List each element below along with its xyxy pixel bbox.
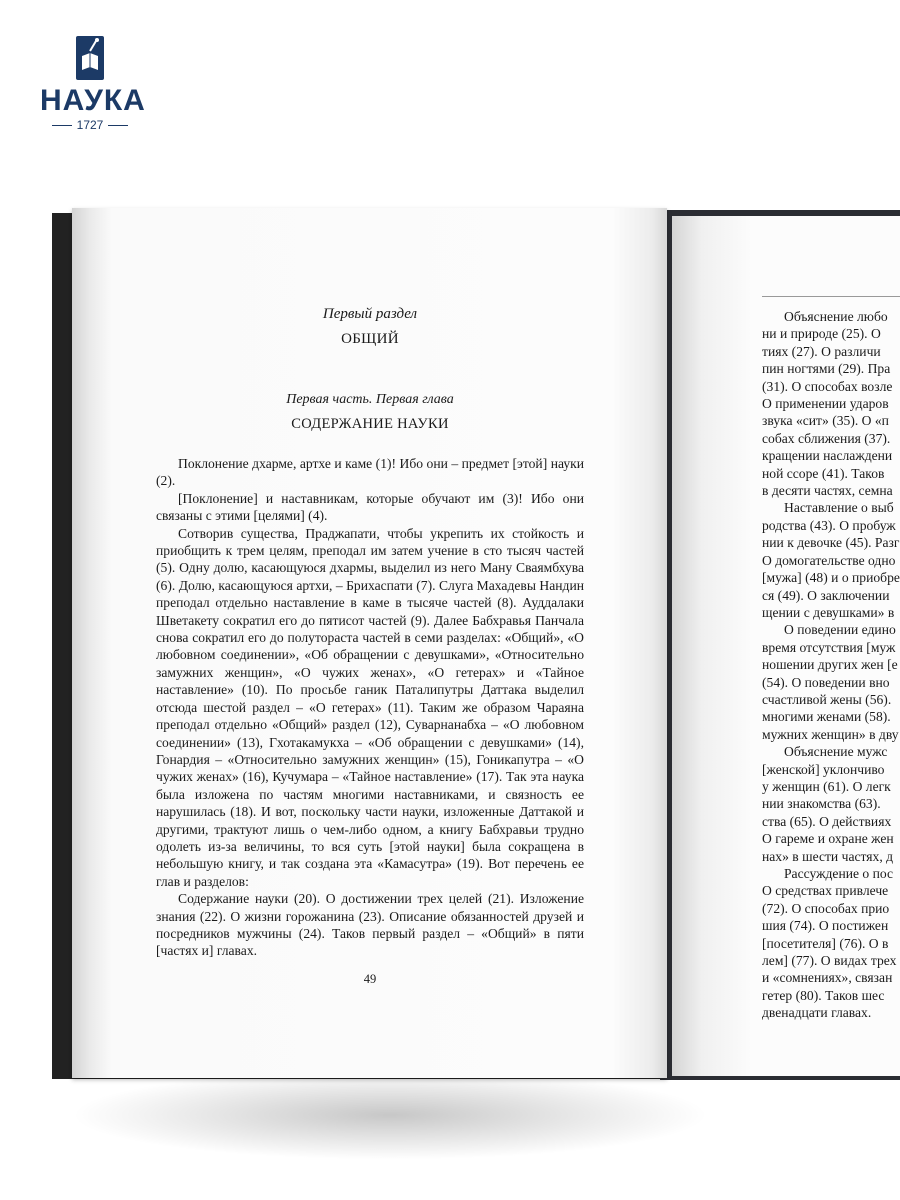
right-page-line: шия (74). О постижен (762, 918, 889, 934)
right-page-line: [женской] уклончиво (762, 761, 885, 777)
chapter-label: Первая часть. Первая глава (286, 392, 454, 407)
chapter-title: СОДЕРЖАНИЕ НАУКИ (291, 416, 449, 432)
right-page-line: и «сомнениях», связан (762, 970, 893, 986)
right-page-line: ни и природе (25). О (762, 326, 881, 342)
right-page-line: [посетителя] (76). О в (762, 935, 889, 951)
right-page-line: О применении ударов (762, 396, 889, 412)
right-page-line: (54). О поведении вно (762, 674, 890, 690)
publisher-name: НАУКА (40, 84, 146, 117)
page-number: 49 (363, 971, 377, 986)
right-page-text (762, 308, 900, 1022)
left-page-content (156, 306, 584, 987)
section-title: ОБЩИЙ (341, 331, 399, 347)
right-page-line: нии к девочке (45). Разг (762, 535, 900, 551)
right-page-line: многими женами (58). (762, 709, 891, 725)
book-shadow (70, 1070, 710, 1160)
right-page-line: Объяснение мужс (784, 744, 888, 760)
right-page-line: время отсутствия [муж (762, 639, 896, 655)
right-page-line: мужних женщин» в дву (762, 726, 899, 742)
year-rule-left (52, 125, 72, 126)
paragraph-4: Содержание науки (20). О достижении трех целей (21). Изложение знания (22). О жизни горожанина (23). Описание обязанностей друзей и посредников мужчины (24). Таков первый раздел – «Общий» в пяти [частях и] главах. (156, 891, 584, 959)
right-page-line: ся (49). О заключении (762, 587, 890, 603)
book-emblem-icon (75, 34, 105, 82)
right-page-line: пин ногтями (29). Пра (762, 361, 891, 377)
right-page-line: нии знакомства (63). (762, 796, 881, 812)
right-page-line: двенадцати главах. (762, 1005, 872, 1021)
right-page-line: [мужа] (48) и о приобре (762, 570, 900, 586)
right-page-line: кращении наслаждени (762, 448, 893, 464)
publisher-year (40, 118, 140, 132)
right-page-line: Объяснение любо (784, 309, 888, 324)
paragraph-1: Поклонение дхарме, артхе и каме (1)! Ибо они – предмет [этой] науки (2). (156, 456, 584, 489)
paragraph-3: Сотворив существа, Праджапати, чтобы укрепить их стойкость и приобщить к трем целям, преподал им затем учение в сто тысяч частей (5). Одну долю, касающуюся дхармы, выделил из него Ману Сваямбхува (6). Долю, касающуюся артхи, – Брихаспати (7). Слуга Махадевы Нандин преподал отдельно наставление в каме в тысяче частей (8). Ауддалаки Шветакету сократил его до пятисот частей (9). Далее Бабхравья Панчала снова сократил его до полутораста частей в семи разделах: «Общий», «О любовном соединении», «Об обращении с девушками», «Относительно замужних женщин», «О чужих женах», «О гетерах» и «Тайное наставление» (10). По просьбе ганик Паталипутры Даттака выделил отсюда шестой раздел – «О гетерах» (11). Таким же образом Чараяна преподал отдельно «Общий» раздел (12), Суварнанабха – «О любовном соединении» (13), Гхотакамукха – «Об обращении с девушками» (14), Гонардия – «Относительно замужних женщин» (15), Гоникапутра – «О чужих женах» (16), Кучумара – «Тайное наставление» (17). Так эта наука была изложена по частям многими наставниками, и связность ее нарушилась (18). И вот, поскольку части науки, изложенные Даттакой и другими, трактуют лишь о чем-либо одном, а книгу Бабхравьи трудно одолеть из-за величины, то вся суть [этой науки] была сокращена в небольшую книгу, и так создана эта «Камасутра» (19). Вот перечень ее глав и разделов: (156, 525, 584, 889)
right-page-line: у женщин (61). О легк (762, 778, 891, 794)
right-page (672, 216, 900, 1076)
section-label: Первый раздел (322, 306, 418, 322)
body-text (156, 455, 584, 960)
year-rule-right (108, 125, 128, 126)
right-page-line: нах» в шести частях, д (762, 848, 894, 864)
right-page-line: ной ссоре (41). Таков (762, 465, 885, 481)
right-page-line: щении с девушками» в (762, 604, 895, 620)
year-text: 1727 (76, 118, 104, 132)
right-page-line: родства (43). О пробуж (762, 517, 896, 533)
right-page-line: звука «сит» (35). О «п (762, 413, 889, 429)
right-page-line: ношении других жен [е (762, 657, 898, 673)
right-page-line: собах сближения (37). (762, 430, 891, 446)
right-page-line: ства (65). О действиях (762, 813, 892, 829)
right-page-line: О гареме и охране жен (762, 831, 894, 847)
right-page-line: тиях (27). О различи (762, 343, 881, 359)
right-page-line: гетер (80). Таков шес (762, 987, 885, 1003)
right-page-line: О поведении едино (784, 622, 896, 638)
right-page-line: лем] (77). О видах трех (762, 953, 897, 969)
right-page-line: О средствах привлече (762, 883, 889, 899)
right-page-line: О домогательстве одно (762, 552, 896, 568)
right-page-line: в десяти частях, семна (762, 483, 893, 499)
right-page-line: (31). О способах возле (762, 378, 893, 394)
right-page-line: Рассуждение о пос (784, 866, 894, 881)
paragraph-2: [Поклонение] и наставникам, которые обучают им (3)! Ибо они связаны с этими [целями] (4). (156, 490, 584, 524)
left-page (72, 208, 667, 1078)
right-page-line: счастливой жены (56). (762, 691, 892, 707)
right-page-line: (72). О способах прио (762, 900, 890, 916)
right-page-line: Наставление о выб (784, 500, 894, 516)
publisher-logo (40, 34, 146, 132)
right-page-rule (762, 296, 900, 297)
